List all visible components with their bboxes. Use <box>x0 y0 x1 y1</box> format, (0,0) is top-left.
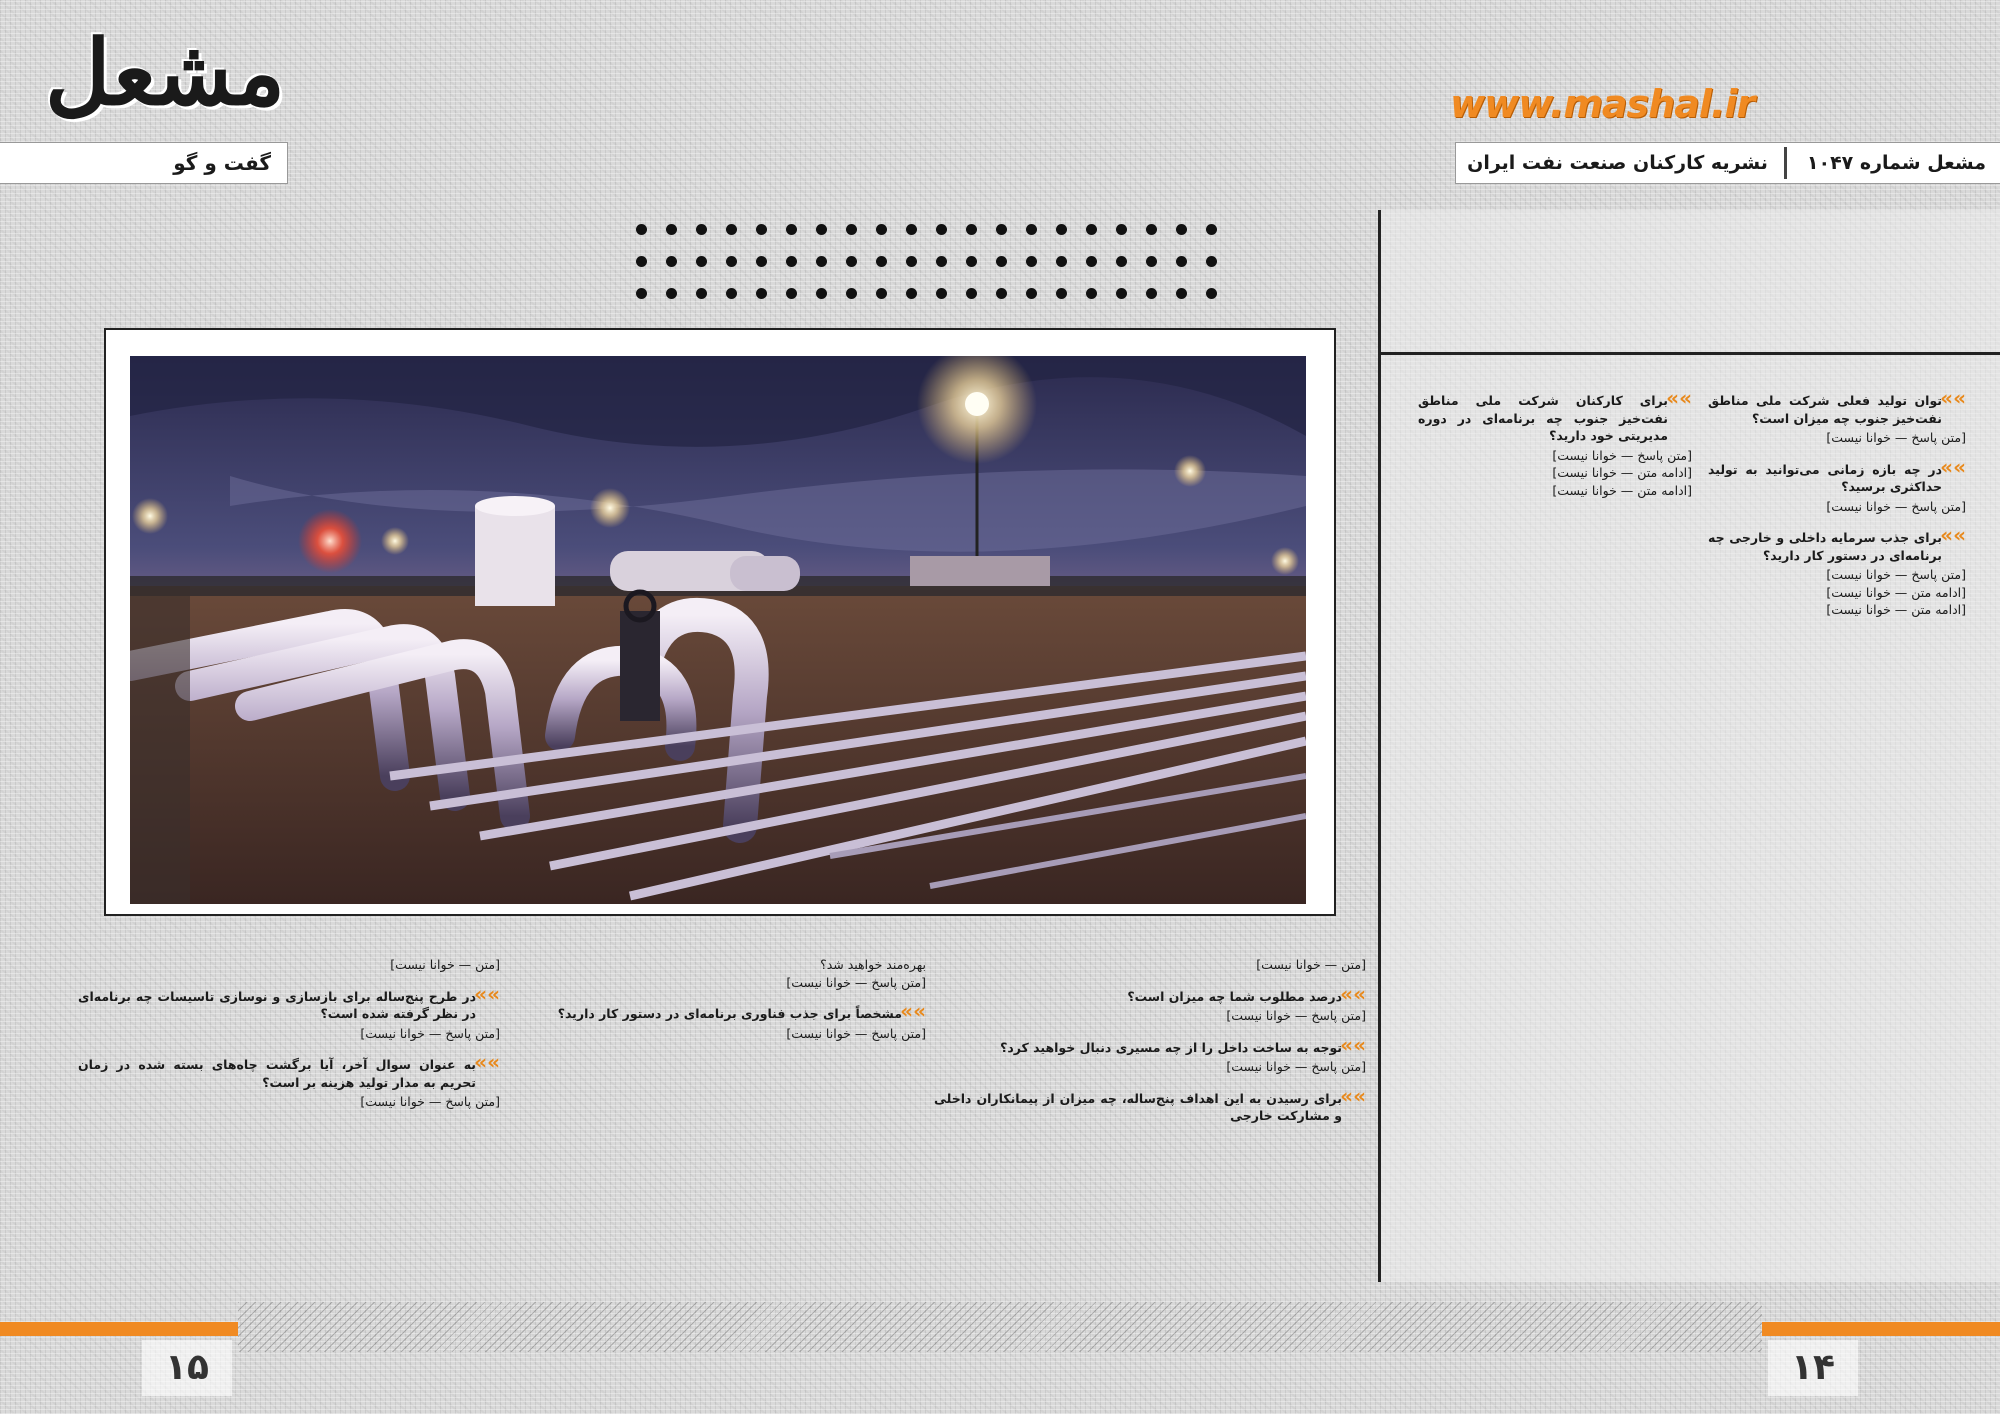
interview-question: »» توان تولید فعلی شرکت ملی مناطق نفت‌خیز جنوب چه میزان است؟ <box>1708 392 1966 427</box>
site-url[interactable]: www.mashal.ir <box>1450 82 1755 126</box>
interview-question: »» در طرح پنج‌ساله برای بازسازی و نوسازی تاسیسات چه برنامه‌ای در نظر گرفته شده است؟ <box>78 988 500 1023</box>
decorative-dot <box>636 288 647 299</box>
issue-header-strip <box>1455 142 2000 184</box>
text-column-1 <box>1708 392 1966 1212</box>
decorative-dot <box>1056 256 1067 267</box>
strip-divider <box>1784 147 1787 179</box>
decorative-dot <box>1086 288 1097 299</box>
decorative-dot <box>996 256 1007 267</box>
decorative-dot <box>1116 288 1127 299</box>
decorative-dot <box>966 288 977 299</box>
body-paragraph: [متن — خوانا نیست] <box>1256 957 1366 972</box>
decorative-dot <box>936 224 947 235</box>
decorative-dot <box>786 256 797 267</box>
decorative-dot <box>936 288 947 299</box>
publication-label: نشریه کارکنان صنعت نفت ایران <box>1467 152 1768 174</box>
decorative-dot <box>936 256 947 267</box>
decorative-dot <box>1206 288 1217 299</box>
right-accent-bar <box>1762 1322 2000 1336</box>
decorative-dot <box>786 224 797 235</box>
decorative-dot <box>666 288 677 299</box>
interview-question: »» درصد مطلوب شما چه میزان است؟ <box>934 988 1366 1006</box>
section-label: گفت و گو <box>0 142 288 184</box>
decorative-dot <box>906 256 917 267</box>
decorative-dot <box>1086 224 1097 235</box>
interview-question: »» در چه بازه زمانی می‌توانید به تولید حداکثری برسید؟ <box>1708 461 1966 496</box>
interview-question: »» برای رسیدن به این اهداف پنج‌ساله، چه میزان از پیمانکاران داخلی و مشارکت خارجی <box>934 1090 1366 1125</box>
decorative-dot-grid <box>636 224 1236 314</box>
page-number-right: ۱۴ <box>1768 1340 1858 1396</box>
body-paragraph: [متن پاسخ — خوانا نیست] <box>1226 1008 1366 1023</box>
decorative-dot <box>876 224 887 235</box>
decorative-dot <box>726 224 737 235</box>
decorative-dot <box>666 256 677 267</box>
decorative-dot <box>726 288 737 299</box>
interview-question: »» برای کارکنان شرکت ملی مناطق نفت‌خیز جنوب چه برنامه‌ای در دوره مدیریتی خود دارید؟ <box>1418 392 1692 445</box>
decorative-dot <box>816 288 827 299</box>
decorative-dot <box>1116 256 1127 267</box>
decorative-dot <box>786 288 797 299</box>
decorative-dot <box>1056 224 1067 235</box>
body-paragraph: [متن پاسخ — خوانا نیست] <box>360 1025 500 1041</box>
decorative-dot <box>1146 288 1157 299</box>
decorative-dot <box>876 288 887 299</box>
decorative-dot <box>966 256 977 267</box>
left-accent-bar <box>0 1322 238 1336</box>
decorative-dot <box>1026 288 1037 299</box>
decorative-dot <box>1146 224 1157 235</box>
body-paragraph: [متن پاسخ — خوانا نیست] <box>1826 430 1966 445</box>
decorative-dot <box>696 288 707 299</box>
decorative-dot <box>756 224 767 235</box>
decorative-dot <box>846 256 857 267</box>
issue-label: مشعل شماره ۱۰۴۷ <box>1806 152 1986 174</box>
body-paragraph: [متن پاسخ — خوانا نیست] <box>786 1025 926 1041</box>
decorative-dot <box>1086 256 1097 267</box>
body-paragraph: [ادامه متن — خوانا نیست] <box>1826 602 1966 617</box>
text-column-2 <box>1418 392 1692 1212</box>
decorative-dot <box>1026 256 1037 267</box>
interview-question: »» به عنوان سوال آخر، آیا برگشت چاه‌های بسته شده در زمان تحریم به مدار تولید هزینه بر است؟ <box>78 1056 500 1091</box>
body-paragraph: [متن پاسخ — خوانا نیست] <box>1826 567 1966 582</box>
body-paragraph: بهره‌مند خواهید شد؟ <box>820 957 926 972</box>
decorative-dot <box>756 288 767 299</box>
mashal-logo: مشعل <box>44 20 286 126</box>
body-paragraph: [ادامه متن — خوانا نیست] <box>1552 482 1692 498</box>
decorative-dot <box>1146 256 1157 267</box>
body-paragraph: [متن پاسخ — خوانا نیست] <box>786 974 926 990</box>
body-paragraph: [ادامه متن — خوانا نیست] <box>1552 465 1692 480</box>
decorative-dot <box>906 288 917 299</box>
decorative-dot <box>1176 288 1187 299</box>
body-paragraph: [متن — خوانا نیست] <box>390 957 500 972</box>
decorative-dot <box>846 288 857 299</box>
text-column-4 <box>508 956 926 1266</box>
decorative-dot <box>696 224 707 235</box>
decorative-dot <box>816 224 827 235</box>
decorative-dot <box>1176 224 1187 235</box>
interview-question: »» توجه به ساخت داخل را از چه مسیری دنبال خواهید کرد؟ <box>934 1039 1366 1057</box>
body-paragraph: [متن پاسخ — خوانا نیست] <box>1552 447 1692 463</box>
decorative-dot <box>876 256 887 267</box>
decorative-dot <box>996 224 1007 235</box>
text-column-3 <box>934 956 1366 1266</box>
oil-refinery-photo <box>130 356 1306 904</box>
decorative-dot <box>1176 256 1187 267</box>
decorative-dot <box>756 256 767 267</box>
body-paragraph: [ادامه متن — خوانا نیست] <box>1826 584 1966 600</box>
decorative-dot <box>1116 224 1127 235</box>
footer-hatch <box>238 1302 1762 1352</box>
decorative-dot <box>666 224 677 235</box>
decorative-dot <box>1056 288 1067 299</box>
refinery-pipelines-photo-icon <box>130 356 1306 904</box>
body-paragraph: [متن پاسخ — خوانا نیست] <box>1826 498 1966 514</box>
decorative-dot <box>696 256 707 267</box>
page-number-left: ۱۵ <box>142 1340 232 1396</box>
interview-question: »» برای جذب سرمایه داخلی و خارجی چه برنامه‌ای در دستور کار دارید؟ <box>1708 529 1966 564</box>
decorative-dot <box>966 224 977 235</box>
interview-question: »» مشخصاً برای جذب فناوری برنامه‌ای در دستور کار دارید؟ <box>508 1005 926 1023</box>
body-paragraph: [متن پاسخ — خوانا نیست] <box>360 1094 500 1109</box>
decorative-dot <box>846 224 857 235</box>
text-column-5 <box>78 956 500 1266</box>
decorative-dot <box>996 288 1007 299</box>
decorative-dot <box>1206 256 1217 267</box>
decorative-dot <box>636 224 647 235</box>
decorative-dot <box>906 224 917 235</box>
decorative-dot <box>1026 224 1037 235</box>
body-paragraph: [متن پاسخ — خوانا نیست] <box>1226 1059 1366 1074</box>
decorative-dot <box>816 256 827 267</box>
decorative-dot <box>636 256 647 267</box>
decorative-dot <box>726 256 737 267</box>
decorative-dot <box>1206 224 1217 235</box>
